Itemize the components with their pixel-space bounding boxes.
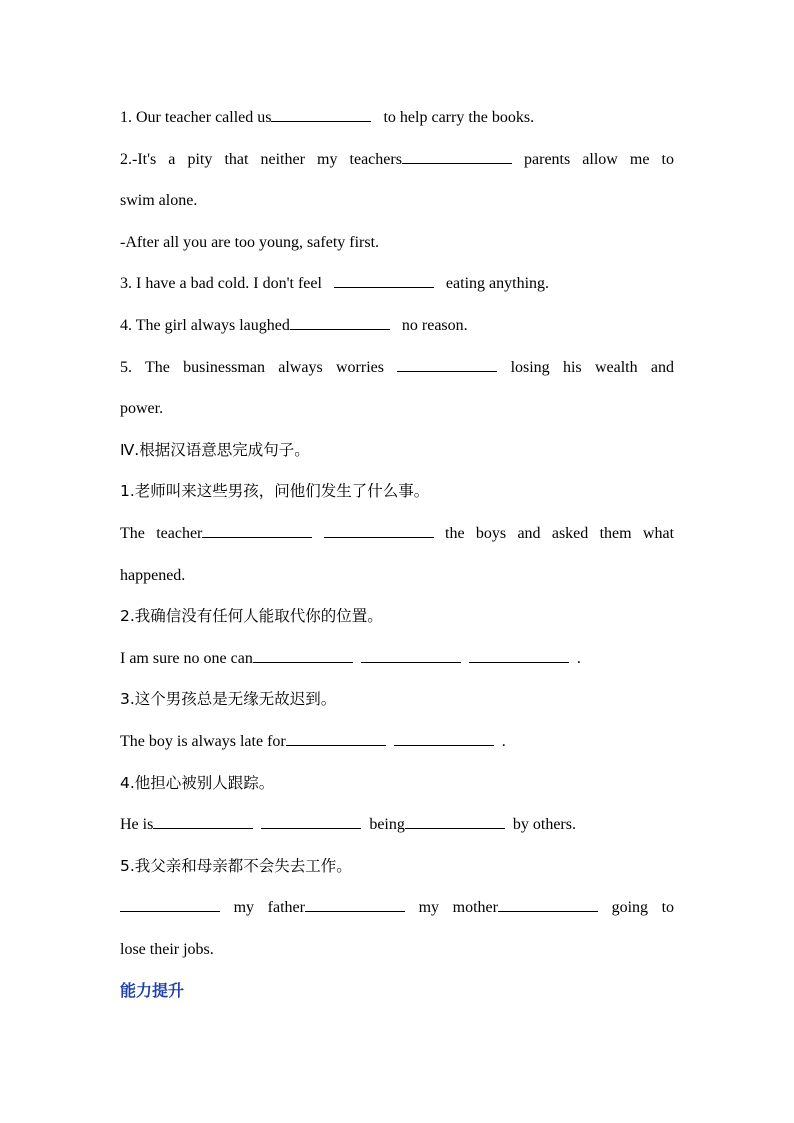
p4-q5-line1	[120, 887, 674, 929]
answer-blank[interactable]	[202, 523, 312, 538]
answer-blank[interactable]	[253, 648, 353, 663]
p4-q4-text-c: by others.	[512, 816, 576, 834]
p3-q4	[120, 305, 674, 347]
answer-blank[interactable]	[405, 814, 505, 829]
p3-q3-text-a: 3. I have a bad cold. I don't feel	[120, 275, 322, 293]
p3-q3	[120, 263, 674, 305]
p3-q5-line1	[120, 347, 674, 389]
p4-q1-text-c: happened.	[120, 566, 186, 584]
answer-blank[interactable]	[334, 273, 434, 288]
p4-q2-zh: 2.我确信没有任何人能取代你的位置。	[120, 607, 383, 626]
p4-q5-line2	[120, 929, 674, 971]
p3-q2-text-c: swim alone.	[120, 192, 198, 210]
p3-q4-text-a: 4. The girl always laughed	[120, 316, 290, 334]
answer-blank[interactable]	[153, 814, 253, 829]
p3-q2-line1	[120, 139, 674, 181]
p3-q1-text-b: to help carry the books.	[383, 109, 535, 126]
p3-q2-text-b: parents allow me to	[524, 150, 674, 168]
p3-q2-text-d: -After all you are too young, safety first.	[120, 233, 380, 251]
answer-blank[interactable]	[290, 315, 390, 330]
p4-q4-text-a: He is	[120, 816, 154, 834]
answer-blank[interactable]	[397, 357, 497, 372]
p4-q5-text-a: my father	[233, 899, 305, 917]
p3-q1	[120, 97, 674, 139]
answer-blank[interactable]	[324, 523, 434, 538]
p3-q5-text-a: 5. The businessman always worries	[120, 358, 384, 376]
p3-q2-line3	[120, 222, 674, 264]
p4-q1-zh: 1.老师叫来这些男孩，问他们发生了什么事。	[120, 482, 430, 501]
p3-q5-line2	[120, 388, 674, 430]
answer-blank[interactable]	[286, 731, 386, 746]
section-heading: 能力提升	[120, 981, 185, 1001]
p4-q3-line	[120, 721, 674, 763]
answer-blank[interactable]	[120, 897, 220, 912]
p4-q3-zh: 3.这个男孩总是无缘无故迟到。	[120, 690, 337, 709]
p4-q5-text-c: going to	[611, 899, 674, 917]
p3-q1-text-a: 1. Our teacher called us	[120, 109, 272, 126]
p4-q1-line2	[120, 555, 674, 597]
answer-blank[interactable]	[305, 897, 405, 912]
p4-q5-zh: 5.我父亲和母亲都不会失去工作。	[120, 856, 352, 875]
p3-q5-text-b: losing his wealth and	[510, 358, 674, 376]
answer-blank[interactable]	[271, 107, 371, 122]
p4-q1-text-a: The teacher	[120, 524, 203, 542]
p4-q4-zh: 4.他担心被别人跟踪。	[120, 773, 275, 792]
p4-q2-end: .	[576, 649, 581, 667]
answer-blank[interactable]	[498, 897, 598, 912]
p4-q2-text-a: I am sure no one can	[120, 649, 253, 667]
p4-q4-line	[120, 804, 674, 846]
p4-q3-text-a: The boy is always late for	[120, 732, 286, 750]
answer-blank[interactable]	[402, 149, 512, 164]
p4-q1-line1	[120, 513, 674, 555]
p4-q3-end: .	[501, 732, 506, 750]
p4-q5-text-b: my mother	[418, 899, 498, 917]
p4-q4-text-b: being	[369, 816, 405, 834]
p3-q4-text-b: no reason.	[401, 316, 468, 334]
p4-q2-line	[120, 638, 674, 680]
p3-q5-text-c: power.	[120, 400, 164, 418]
p4-q5-text-d: lose their jobs.	[120, 940, 214, 958]
answer-blank[interactable]	[361, 648, 461, 663]
answer-blank[interactable]	[394, 731, 494, 746]
part4-title: Ⅳ.根据汉语意思完成句子。	[120, 440, 310, 459]
p4-q1-text-b: the boys and asked them what	[445, 524, 674, 542]
answer-blank[interactable]	[261, 814, 361, 829]
p3-q2-text-a: 2.-It's a pity that neither my teachers	[120, 150, 402, 168]
p3-q3-text-b: eating anything.	[445, 275, 550, 293]
answer-blank[interactable]	[469, 648, 569, 663]
worksheet-page	[120, 97, 674, 1012]
p3-q2-line2	[120, 180, 674, 222]
